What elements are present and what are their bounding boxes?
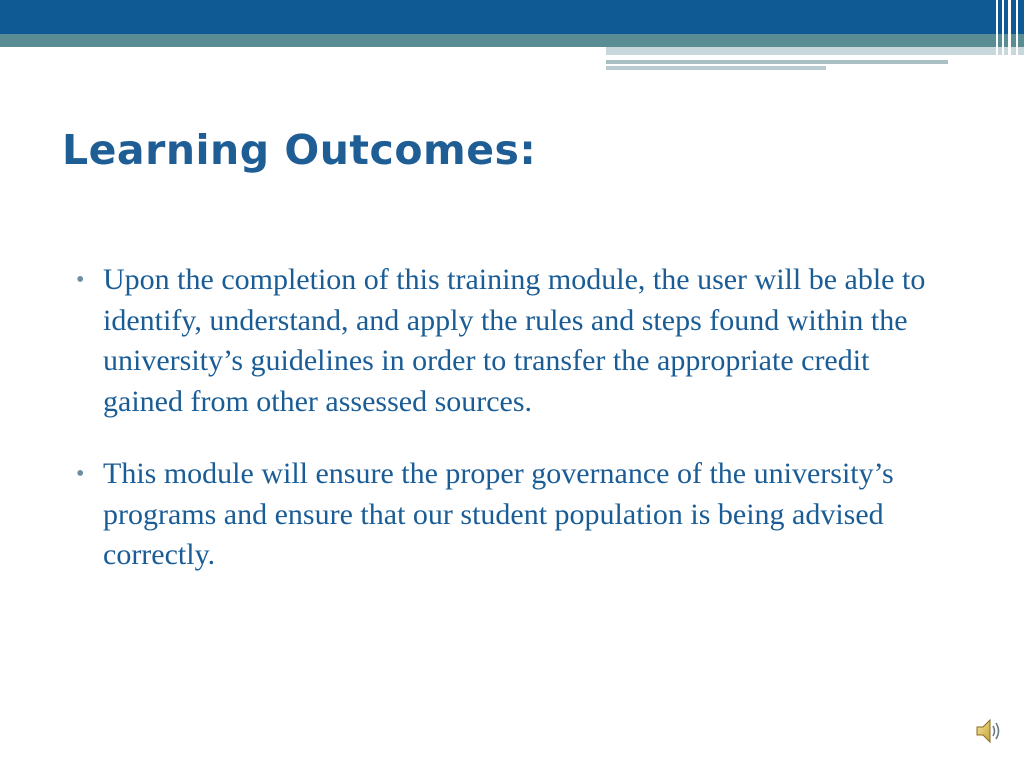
header-vertical-stripes	[992, 0, 1024, 68]
bullet-item	[76, 454, 956, 576]
header-accent-band	[0, 34, 1024, 47]
bullet-item	[76, 260, 956, 422]
bullet-marker: •	[76, 461, 85, 487]
header-gap	[0, 47, 606, 51]
bullet-text: Upon the completion of this training module, the user will be able to identify, understand, and apply the rules and steps found within the university’s guidelines in order to transfer the appropriate credit gained from other assessed sources.	[103, 263, 926, 418]
header-light-band	[606, 47, 1024, 55]
speaker-icon[interactable]	[975, 716, 1003, 746]
header-band	[0, 0, 1024, 34]
bullet-text: This module will ensure the proper governance of the university’s programs and ensure that our student population is being advised correctly.	[103, 457, 894, 571]
header-light-line-short	[606, 66, 826, 70]
slide-title: Learning Outcomes:	[62, 126, 537, 174]
header-light-line	[606, 60, 948, 64]
bullet-marker: •	[76, 267, 85, 293]
bullet-list	[76, 260, 956, 576]
